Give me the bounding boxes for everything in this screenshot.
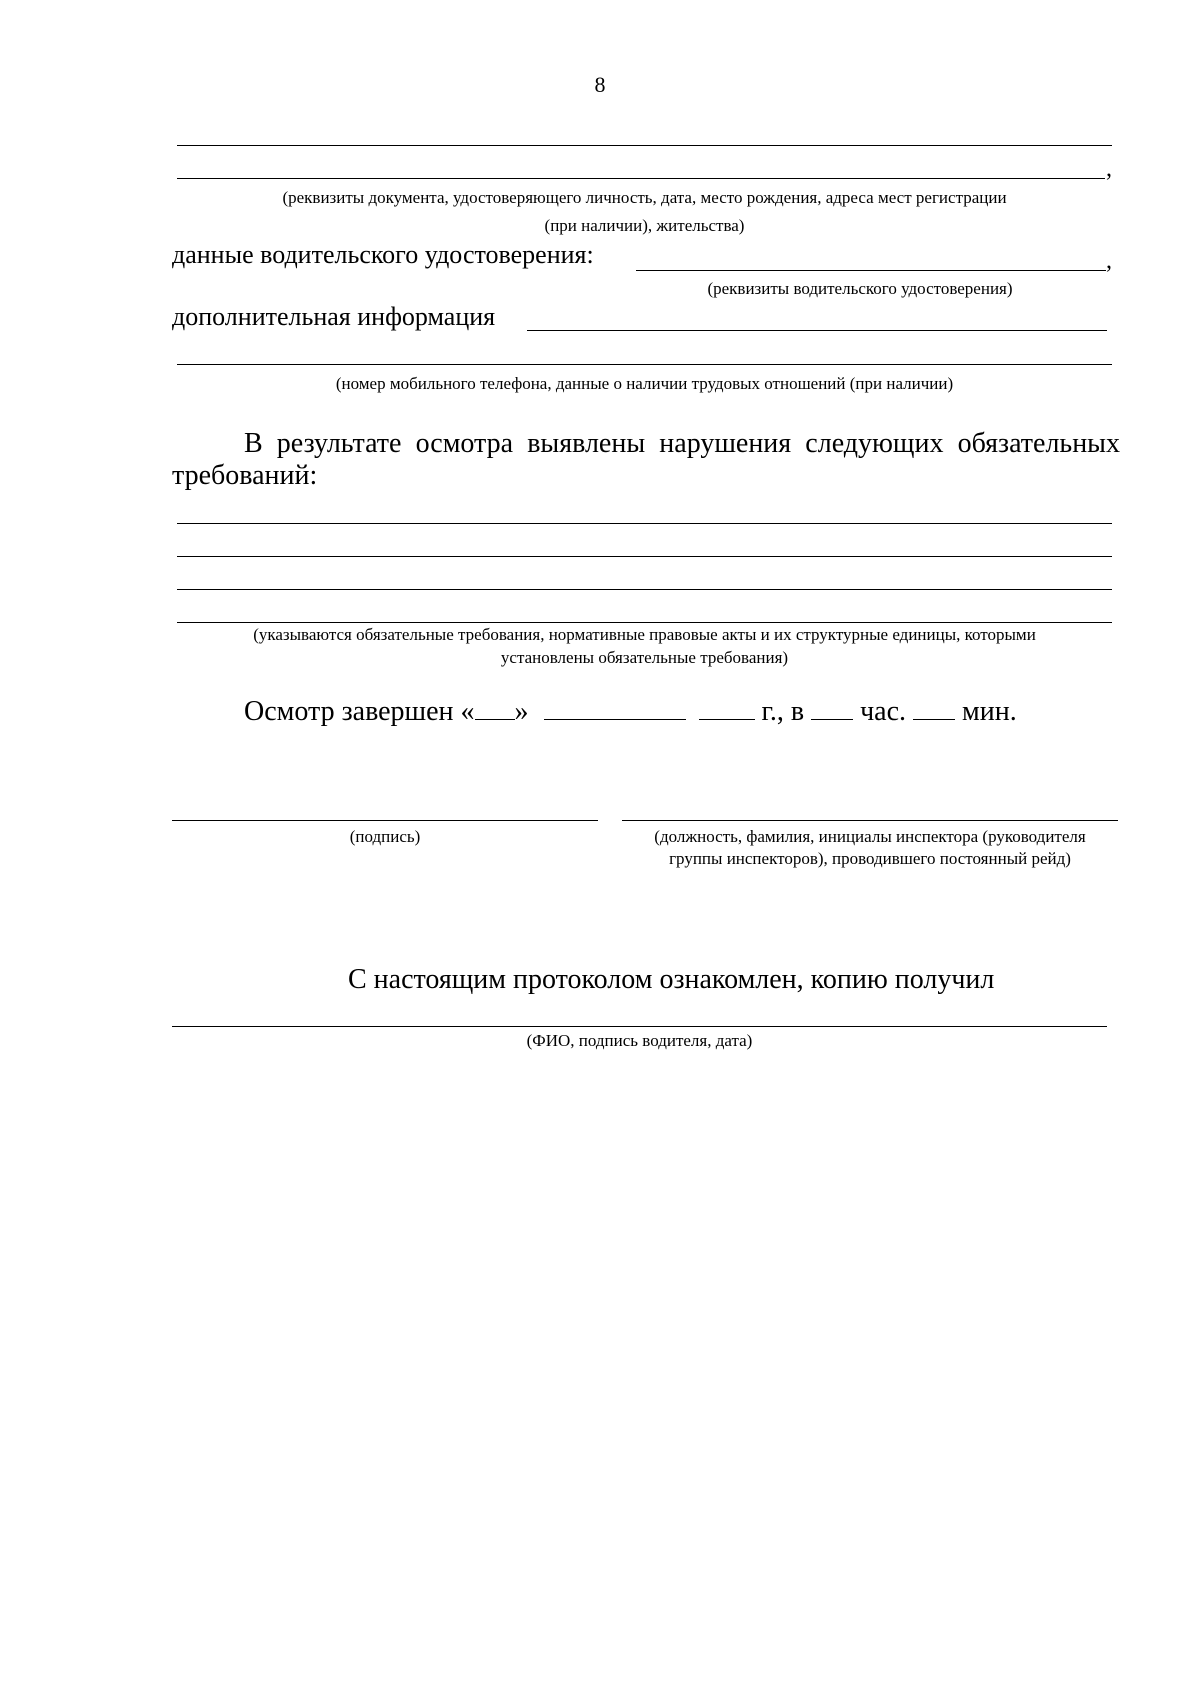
- identity-comma: ,: [1106, 156, 1112, 182]
- additional-label: дополнительная информация: [172, 302, 496, 331]
- license-caption: (реквизиты водительского удостоверения): [707, 279, 1013, 298]
- violations-field-line-1[interactable]: [177, 523, 1112, 524]
- inspector-field-line[interactable]: [622, 820, 1118, 821]
- identity-field-line-1[interactable]: [177, 145, 1112, 146]
- additional-caption: (номер мобильного телефона, данные о наличии трудовых отношений (при наличии): [335, 374, 954, 393]
- violations-caption-line-2: установлены обязательные требования): [500, 648, 789, 667]
- completion-year-suffix: г., в: [761, 696, 805, 727]
- inspector-caption-line-2: группы инспекторов), проводившего постоянный рейд): [669, 849, 1071, 868]
- violations-text-line-1: В результате осмотра выявлены нарушения следующих обязательных: [244, 428, 1120, 459]
- violations-field-line-4[interactable]: [177, 622, 1112, 623]
- completion-month-field[interactable]: [544, 697, 686, 720]
- violations-field-line-2[interactable]: [177, 556, 1112, 557]
- acknowledgement-field-line[interactable]: [172, 1026, 1107, 1027]
- violations-field-line-3[interactable]: [177, 589, 1112, 590]
- violations-caption-line-1: (указываются обязательные требования, нормативные правовые акты и их структурные единицы, которыми: [253, 625, 1036, 644]
- completion-line: [244, 696, 1017, 728]
- page-number: 8: [594, 72, 606, 97]
- completion-hours-label: час.: [860, 696, 907, 727]
- license-field-line[interactable]: [636, 270, 1106, 271]
- inspector-caption-line-1: (должность, фамилия, инициалы инспектора (руководителя: [654, 827, 1086, 846]
- violations-text-line-2: требований:: [172, 460, 318, 491]
- signature-caption: (подпись): [349, 827, 421, 846]
- completion-hours-field[interactable]: [811, 697, 853, 720]
- identity-field-line-2[interactable]: [177, 178, 1105, 179]
- completion-minutes-label: мин.: [962, 696, 1017, 727]
- identity-caption-line-2: (при наличии), жительства): [544, 216, 745, 235]
- completion-minutes-field[interactable]: [913, 697, 955, 720]
- completion-close-quote: »: [514, 696, 529, 727]
- completion-prefix: Осмотр завершен «: [244, 696, 475, 727]
- completion-year-field[interactable]: [699, 697, 755, 720]
- additional-field-line-2[interactable]: [177, 364, 1112, 365]
- additional-field-line-1[interactable]: [527, 330, 1107, 331]
- acknowledgement-caption: (ФИО, подпись водителя, дата): [526, 1031, 753, 1050]
- identity-caption-line-1: (реквизиты документа, удостоверяющего личность, дата, место рождения, адреса мест регистрации: [282, 188, 1007, 207]
- license-label: данные водительского удостоверения:: [172, 240, 594, 269]
- signature-field-line[interactable]: [172, 820, 598, 821]
- acknowledgement-text: С настоящим протоколом ознакомлен, копию получил: [348, 964, 995, 995]
- completion-day-field[interactable]: [475, 697, 515, 720]
- license-comma: ,: [1106, 248, 1112, 274]
